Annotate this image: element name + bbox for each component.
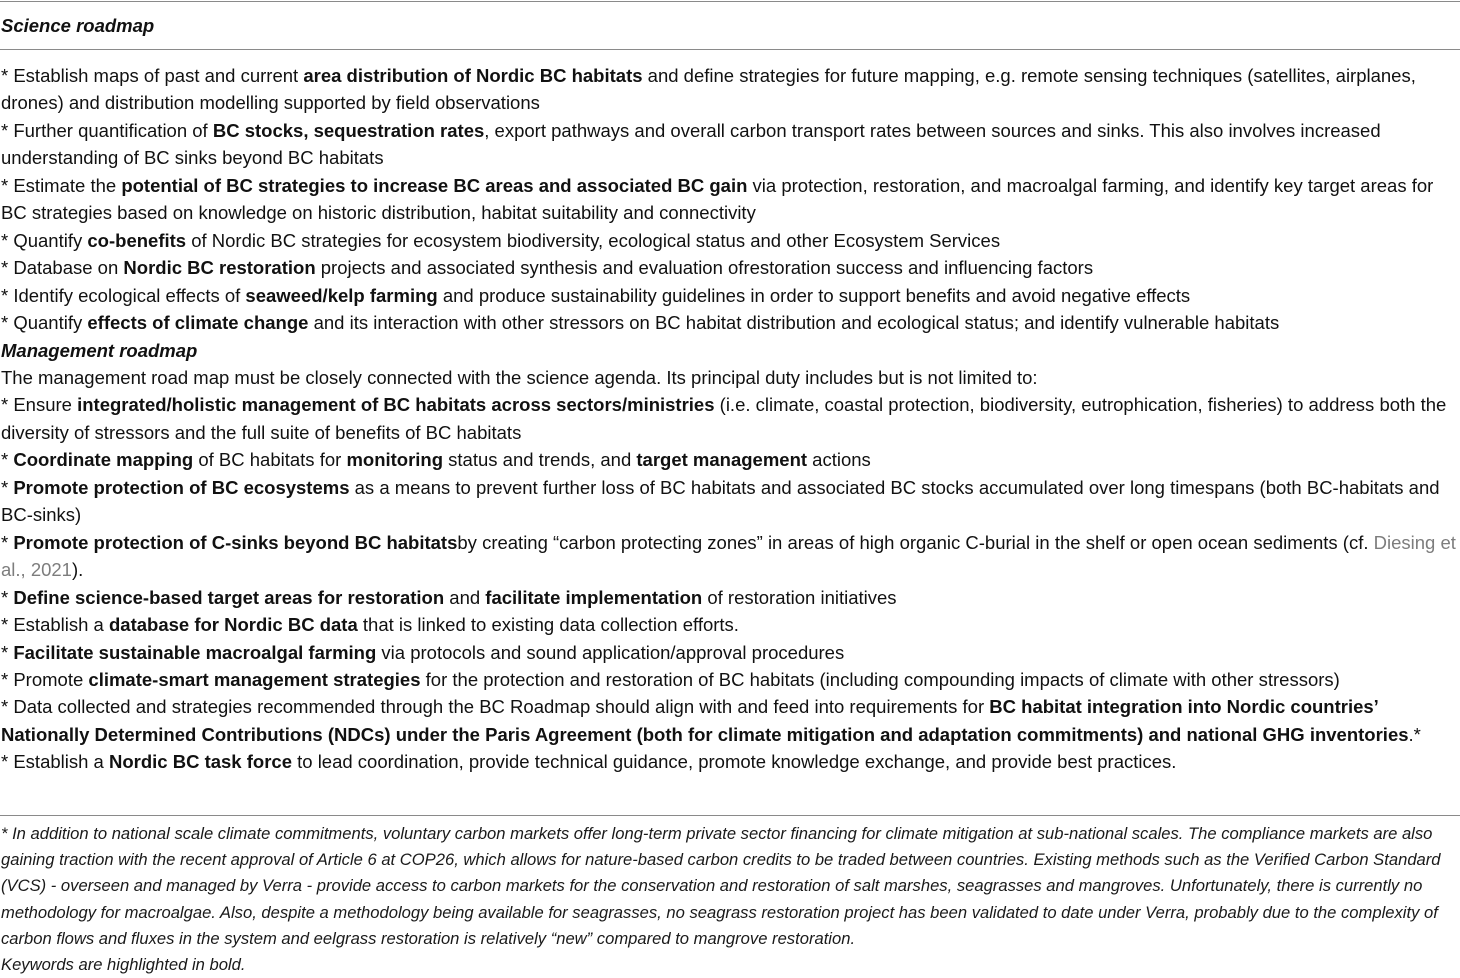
keyword-text: Define science-based target areas for restoration — [13, 586, 445, 608]
management-roadmap-heading: Management roadmap — [1, 339, 198, 361]
item-text: actions — [807, 449, 871, 471]
keyword-text: BC stocks, sequestration rates — [212, 119, 485, 141]
item-text: and — [444, 586, 486, 608]
management-roadmap-item — [1, 693, 1459, 748]
item-text: of restoration initiatives — [702, 586, 897, 608]
table-top-rule — [0, 1, 1460, 2]
item-text: via protection, restoration, and macroalgal farming, and identify key target areas for BC strategies based on knowledge on historic distribution, habitat suitability and connectivity — [1, 174, 1434, 224]
keyword-text: monitoring — [346, 449, 444, 471]
item-text: for the protection and restoration of BC habitats (including compounding impacts of climate with other stressors) — [420, 668, 1340, 690]
item-text: * Establish a — [1, 614, 109, 636]
science-roadmap-item — [1, 227, 1459, 254]
science-roadmap-item — [1, 62, 1459, 117]
science-roadmap-item — [1, 254, 1459, 281]
table-footnote — [1, 821, 1459, 978]
item-text: * — [1, 476, 14, 498]
item-text: * — [1, 449, 14, 471]
management-roadmap-item — [1, 446, 1459, 473]
keyword-text: Facilitate sustainable macroalgal farming — [13, 641, 377, 663]
item-text: to lead coordination, provide technical guidance, promote knowledge exchange, and provide best practices. — [291, 751, 1177, 773]
management-roadmap-item — [1, 611, 1459, 638]
science-roadmap-item — [1, 117, 1459, 172]
item-text: * Establish a — [1, 751, 109, 773]
management-roadmap-item — [1, 474, 1459, 529]
item-text: status and trends, and — [443, 449, 637, 471]
science-roadmap-heading: Science roadmap — [1, 15, 155, 36]
management-roadmap-list — [1, 391, 1459, 775]
keyword-text: Coordinate mapping — [13, 449, 194, 471]
item-text: * Estimate the — [1, 174, 122, 196]
item-text: * Promote — [1, 668, 89, 690]
item-text: * Quantify — [1, 229, 88, 251]
keyword-text: integrated/holistic management of BC habitats across sectors/ministries — [77, 394, 715, 416]
item-text: * — [1, 531, 14, 553]
management-roadmap-item — [1, 391, 1459, 446]
item-text: by creating “carbon protecting zones” in areas of high organic C-burial in the shelf or open ocean sediments (cf. — [457, 531, 1374, 553]
keyword-text: BC habitat integration into Nordic countries’ Nationally Determined Contributions (NDCs) under the Paris Agreement (both for climate mitigation and adaptation commitments) and national GHG inventories — [1, 696, 1409, 745]
management-roadmap-item — [1, 584, 1459, 611]
management-roadmap-intro: The management road map must be closely connected with the science agenda. Its principal duty includes but is not limited to: — [1, 366, 1038, 388]
item-text: * Database on — [1, 257, 124, 279]
science-roadmap-list — [1, 62, 1459, 337]
item-text: (i.e. climate, coastal protection, biodiversity, eutrophication, fisheries) to address both the diversity of stressors and the full suite of benefits of BC habitats — [1, 394, 1447, 443]
keyword-text: area distribution of Nordic BC habitats — [303, 65, 643, 86]
item-text: and produce sustainability guidelines in order to support benefits and avoid negative effects — [437, 284, 1191, 306]
item-text: * Identify ecological effects of — [1, 284, 246, 306]
item-text: * Further quantification of — [1, 119, 213, 141]
item-text: , export pathways and overall carbon transport rates between sources and sinks. This also involves increased understanding of BC sinks beyond BC habitats — [1, 119, 1381, 169]
item-text: * — [1, 641, 14, 663]
item-text: .* — [1408, 723, 1421, 745]
citation-link[interactable]: Diesing et al., 2021 — [1, 531, 1456, 581]
table-bottom-rule — [0, 815, 1460, 816]
keyword-text: Promote protection of C-sinks beyond BC habitats — [13, 531, 458, 553]
item-text: * Ensure — [1, 394, 78, 416]
table-body — [1, 62, 1459, 776]
keyword-text: co-benefits — [87, 229, 187, 251]
item-text: * Quantify — [1, 312, 88, 334]
footnote-text: * In addition to national scale climate commitments, voluntary carbon markets offer long-term private sector financing for climate mitigation at sub-national scales. The compliance markets are also gaining traction with the recent approval of Article 6 at COP26, which allows for nature-based carbon credits to be traded between countries. Existing methods such as the Verified Carbon Standard (VCS) - overseen and managed by Verra - provide access to carbon markets for the conservation and restoration of salt marshes, seagrasses and mangroves. Unfortunately, there is currently no methodology for macroalgae. Also, despite a methodology being available for seagrasses, no seagrass restoration project has been validated to date under Verra, probably due to the complexity of carbon flows and fluxes in the system and eelgrass restoration is relatively “new” compared to mangrove restoration. — [1, 824, 1441, 948]
science-roadmap-item — [1, 282, 1459, 309]
keyword-text: target management — [636, 449, 808, 471]
item-text: of Nordic BC strategies for ecosystem biodiversity, ecological status and other Ecosystem Services — [186, 229, 1001, 251]
management-roadmap-item — [1, 529, 1459, 584]
keyword-text: Promote protection of BC ecosystems — [13, 476, 350, 498]
keyword-text: potential of BC strategies to increase BC areas and associated BC gain — [121, 174, 748, 196]
item-text: * Data collected and strategies recommended through the BC Roadmap should align with and feed into requirements for — [1, 696, 990, 718]
science-roadmap-item — [1, 172, 1459, 227]
item-text: ). — [71, 559, 84, 581]
item-text: * Establish maps of past and current — [1, 65, 304, 86]
item-text: as a means to prevent further loss of BC habitats and associated BC stocks accumulated over long timespans (both BC-habitats and BC-sinks) — [1, 476, 1440, 526]
item-text: projects and associated synthesis and evaluation ofrestoration success and influencing factors — [315, 257, 1094, 279]
item-text: and define strategies for future mapping, e.g. remote sensing techniques (satellites, airplanes, drones) and distribution modelling supported by field observations — [1, 65, 1416, 114]
management-roadmap-item — [1, 748, 1459, 775]
item-text: of BC habitats for — [193, 449, 347, 471]
keyword-text: facilitate implementation — [485, 586, 703, 608]
management-roadmap-item — [1, 639, 1459, 666]
keyword-text: climate-smart management strategies — [88, 668, 421, 690]
keyword-text: seaweed/kelp farming — [245, 284, 438, 306]
science-roadmap-item — [1, 309, 1459, 336]
keyword-text: effects of climate change — [87, 312, 309, 334]
keyword-text: Nordic BC restoration — [123, 257, 316, 279]
item-text: that is linked to existing data collection efforts. — [357, 614, 739, 636]
item-text: * — [1, 586, 14, 608]
table-header-rule — [0, 49, 1460, 50]
keywords-note: Keywords are highlighted in bold. — [1, 955, 246, 975]
item-text: and its interaction with other stressors on BC habitat distribution and ecological status; and identify vulnerable habitats — [308, 312, 1280, 334]
keyword-text: database for Nordic BC data — [108, 614, 358, 636]
item-text: via protocols and sound application/approval procedures — [376, 641, 845, 663]
keyword-text: Nordic BC task force — [108, 751, 292, 773]
management-roadmap-item — [1, 666, 1459, 693]
